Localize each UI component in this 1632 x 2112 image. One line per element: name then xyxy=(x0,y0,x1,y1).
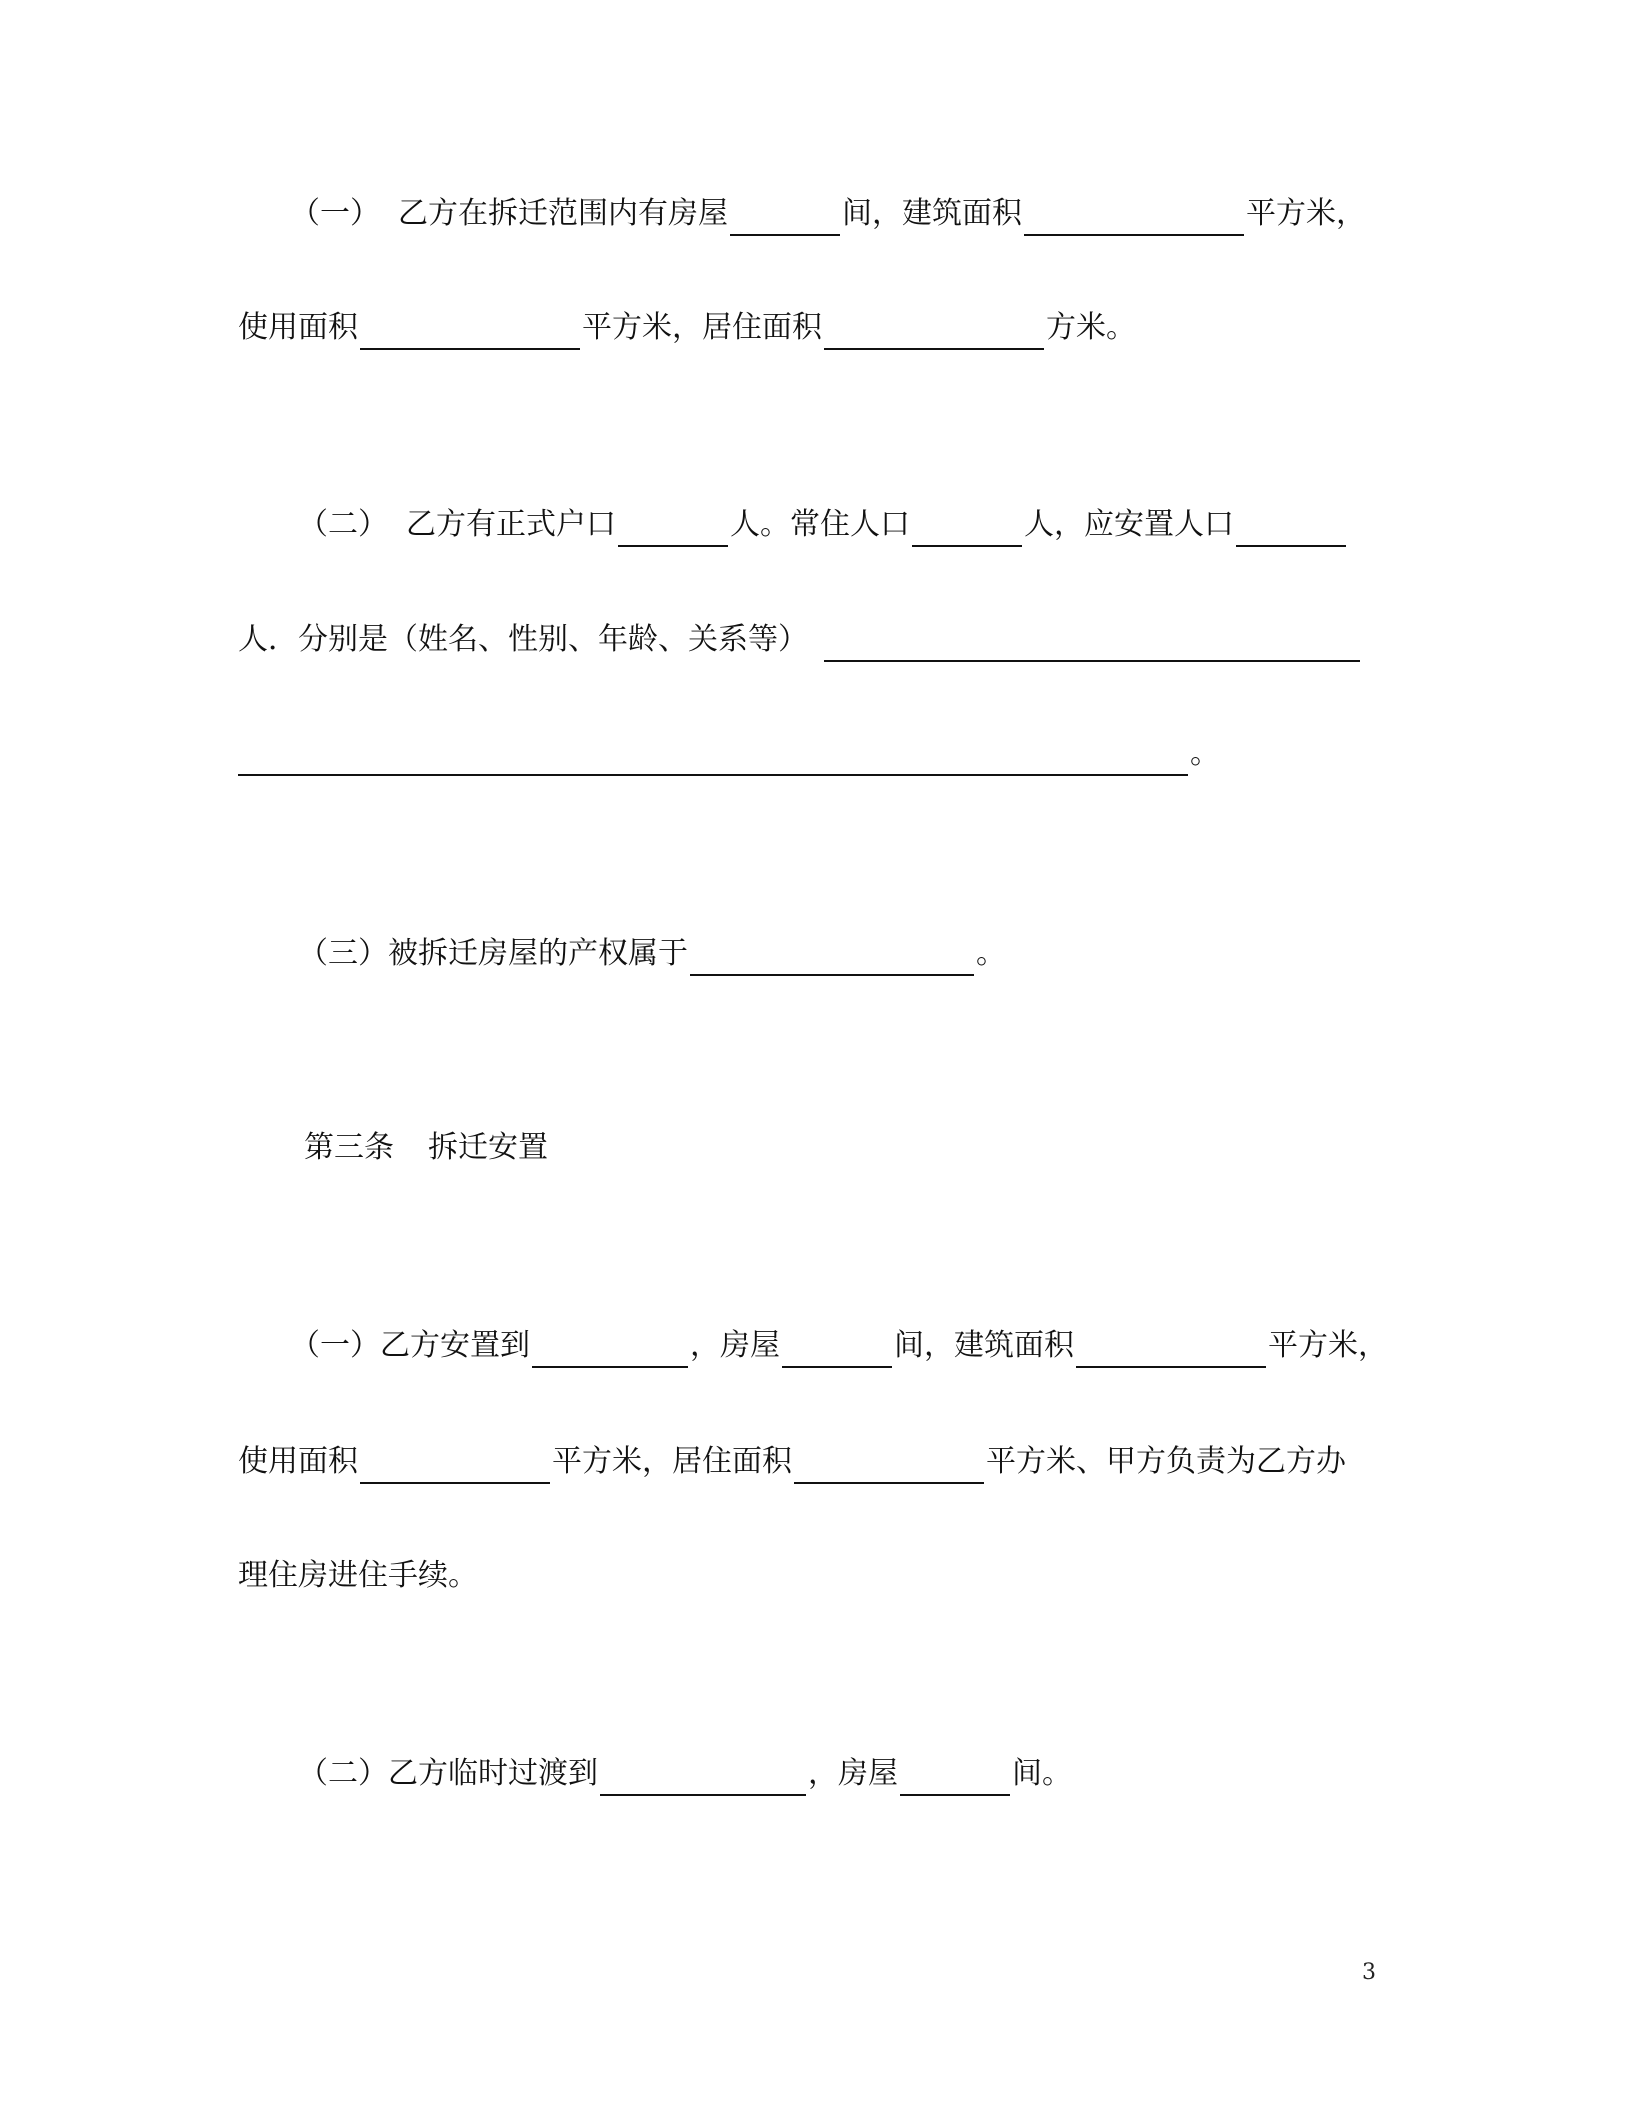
clause-text: 平方米、甲方负责为乙方办 xyxy=(986,1444,1346,1479)
clause-2-2-line-1 xyxy=(298,503,1348,547)
clause-text: 平方米， xyxy=(1268,1328,1388,1363)
fill-blank-temporary-room-count[interactable] xyxy=(900,1760,1010,1796)
fill-blank-resettlement-location[interactable] xyxy=(532,1332,688,1368)
clause-text: 平方米， xyxy=(1246,196,1366,231)
clause-text: （一）乙方安置到 xyxy=(290,1328,530,1363)
clause-text: 间，建筑面积 xyxy=(842,196,1022,231)
fill-blank-property-owner[interactable] xyxy=(690,940,974,976)
clause-number: （二） xyxy=(298,507,388,542)
clause-text: 平方米，居住面积 xyxy=(582,310,822,345)
clause-text: 人。常住人口 xyxy=(730,507,910,542)
clause-2-2-line-3 xyxy=(238,732,1220,776)
clause-text: 乙方有正式户口 xyxy=(406,507,616,542)
article-3-heading xyxy=(304,1126,548,1170)
fill-blank-living-area[interactable] xyxy=(824,314,1044,350)
clause-text: 平方米，居住面积 xyxy=(552,1444,792,1479)
fill-blank-new-living-area[interactable] xyxy=(794,1448,984,1484)
fill-blank-room-count[interactable] xyxy=(730,200,840,236)
fill-blank-persons-details[interactable] xyxy=(824,626,1360,662)
clause-text: ，房屋 xyxy=(808,1756,898,1791)
clause-text: 。 xyxy=(1190,736,1220,771)
clause-text: 使用面积 xyxy=(238,1444,358,1479)
clause-2-3 xyxy=(298,932,1006,976)
fill-blank-building-area[interactable] xyxy=(1024,200,1244,236)
clause-text: 人，应安置人口 xyxy=(1024,507,1234,542)
clause-3-2 xyxy=(298,1752,1072,1796)
clause-2-1-line-2 xyxy=(238,306,1136,350)
fill-blank-usable-area[interactable] xyxy=(360,314,580,350)
page-number: 3 xyxy=(1362,1960,1376,1985)
fill-blank-new-room-count[interactable] xyxy=(782,1332,892,1368)
clause-text: 间。 xyxy=(1012,1756,1072,1791)
clause-text: 。 xyxy=(976,936,1006,971)
clause-3-1-line-3 xyxy=(238,1554,478,1598)
fill-blank-persons-details-continued[interactable] xyxy=(238,740,1188,776)
clause-number: （一） xyxy=(290,196,380,231)
clause-text: 人．分别是（姓名、性别、年龄、关系等） xyxy=(238,622,808,657)
clause-2-1-line-1 xyxy=(290,192,1366,236)
fill-blank-temporary-location[interactable] xyxy=(600,1760,806,1796)
clause-2-2-line-2 xyxy=(238,618,1362,662)
clause-text: 方米。 xyxy=(1046,310,1136,345)
clause-text: 乙方在拆迁范围内有房屋 xyxy=(398,196,728,231)
fill-blank-new-building-area[interactable] xyxy=(1076,1332,1266,1368)
article-title: 拆迁安置 xyxy=(428,1130,548,1165)
fill-blank-new-usable-area[interactable] xyxy=(360,1448,550,1484)
clause-3-1-line-2 xyxy=(238,1440,1346,1484)
clause-text: （二）乙方临时过渡到 xyxy=(298,1756,598,1791)
article-number: 第三条 xyxy=(304,1130,394,1165)
fill-blank-resettled-persons[interactable] xyxy=(1236,511,1346,547)
clause-text: （三）被拆迁房屋的产权属于 xyxy=(298,936,688,971)
clause-3-1-line-1 xyxy=(290,1324,1388,1368)
fill-blank-registered-persons[interactable] xyxy=(618,511,728,547)
clause-text: 间，建筑面积 xyxy=(894,1328,1074,1363)
clause-text: 使用面积 xyxy=(238,310,358,345)
clause-text: ，房屋 xyxy=(690,1328,780,1363)
clause-text: 理住房进住手续。 xyxy=(238,1558,478,1593)
fill-blank-resident-persons[interactable] xyxy=(912,511,1022,547)
